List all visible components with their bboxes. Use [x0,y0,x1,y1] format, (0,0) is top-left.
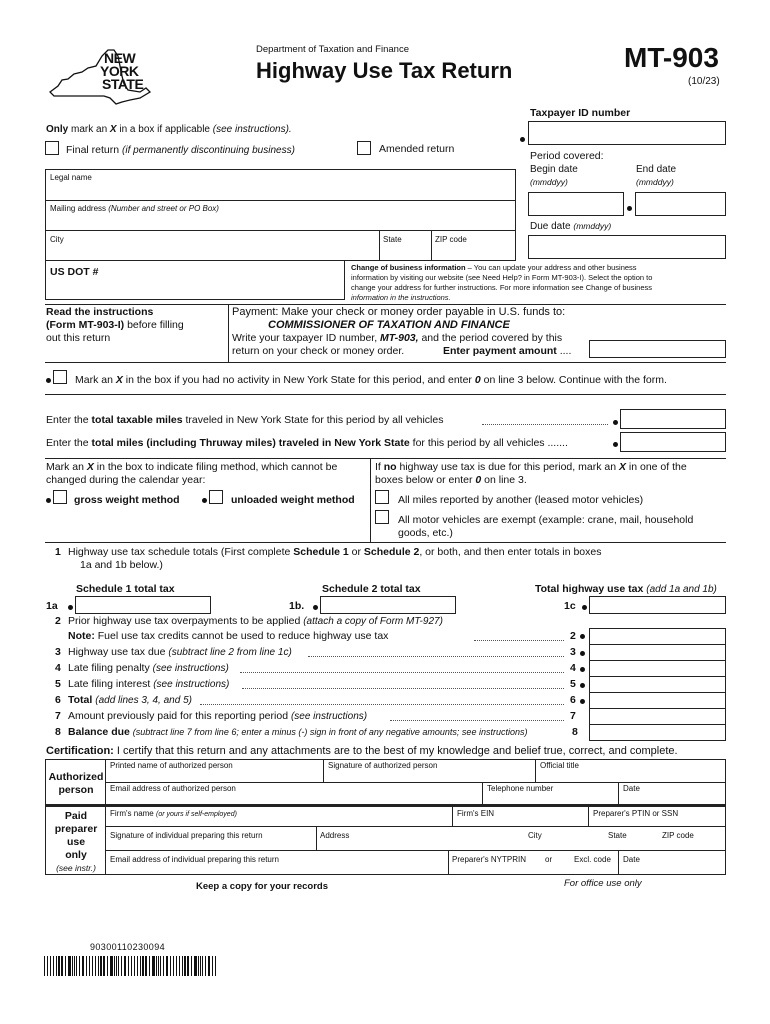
barcode-bar [61,956,63,976]
barcode-bar [212,956,213,976]
divider [228,304,229,362]
firm-name-input[interactable] [106,817,451,826]
logo-text-new: NEW [104,50,136,66]
required-bullet [202,498,207,503]
official-title-label: Official title [540,761,579,770]
barcode-bar [82,956,84,976]
line-6-text: Total (add lines 3, 4, and 5) [68,694,192,706]
divider [45,362,726,363]
line-2-note: Note: Fuel use tax credits cannot be used to reduce highway use tax [68,630,389,642]
required-bullet [580,651,585,656]
barcode-bar [131,956,132,976]
official-title-input[interactable] [536,770,725,781]
preparer-zip-label: ZIP code [662,831,694,840]
barcode-bar [205,956,206,976]
preparer-signature-label: Signature of individual preparing this return [110,831,263,840]
barcode-bar [50,956,51,976]
line-5-ref: 5 [570,678,576,690]
required-bullet [580,634,585,639]
no-activity-label: Mark an X in the box if you had no activity in New York State for this period, and enter 0 on line 3 below. Continue with the form. [75,374,667,386]
date-label: Date [623,784,640,793]
leader-dots [390,720,564,721]
payment-line-3: Write your taxpayer ID number, MT-903, and the period covered by this [232,332,563,344]
barcode-bar [184,956,186,976]
leader-dots [474,640,564,641]
no-activity-checkbox[interactable] [53,370,67,384]
department-name: Department of Taxation and Finance [256,44,409,55]
begin-date-input[interactable] [528,192,624,216]
legal-name-field[interactable] [45,169,516,201]
ptin-input[interactable] [589,817,725,826]
leader-dots [242,688,564,689]
payment-line-4: return on your check or money order. [232,345,405,357]
barcode-bar [208,956,210,976]
printed-name-input[interactable] [106,770,322,781]
line-4-input[interactable] [589,660,726,677]
city-field[interactable] [45,230,380,261]
logo-text-york: YORK [100,63,139,79]
telephone-label: Telephone number [487,784,554,793]
line-2-number: 2 [55,615,61,627]
form-title: Highway Use Tax Return [256,58,513,83]
taxable-miles-input[interactable] [620,409,726,429]
line-4-text: Late filing penalty (see instructions) [68,662,229,674]
barcode-bar [145,956,147,976]
barcode [44,956,220,976]
email-label: Email address of authorized person [110,784,236,793]
begin-date-label: Begin date [530,164,578,175]
barcode-bar [107,956,108,976]
barcode-bar [173,956,174,976]
line-1a-input[interactable] [75,596,211,614]
required-bullet [46,378,51,383]
line-6-input[interactable] [589,692,726,709]
total-miles-label: Enter the total miles (including Thruway miles) traveled in New York State for this period by all vehicles ....... [46,437,568,449]
leader-dots [240,672,564,673]
barcode-bar [156,956,157,976]
barcode-bar [53,956,54,976]
divider [45,304,726,305]
exempt-vehicles-checkbox[interactable] [375,510,389,524]
payment-amount-label: Enter payment amount .... [443,345,572,357]
schedule-1-label: Schedule 1 total tax [76,583,175,595]
filing-method-instruction: Mark an X in the box to indicate filing method, which cannot be changed during the calendar year: [46,461,338,486]
barcode-bar [198,956,199,976]
state-label: State [383,235,402,244]
read-instructions: Read the instructions (Form MT-903-I) before filling out this return [46,306,184,344]
line-1c-label: 1c [564,600,576,612]
barcode-bar [72,956,73,976]
barcode-bar [152,956,155,976]
gross-weight-checkbox[interactable] [53,490,67,504]
barcode-bar [76,956,77,976]
barcode-bar [163,956,164,976]
mailing-address-label: Mailing address (Number and street or PO Box) [50,204,219,213]
divider [105,782,726,783]
line-7-ref: 7 [570,710,576,722]
zip-label: ZIP code [435,235,467,244]
required-bullet [613,442,618,447]
required-bullet [46,498,51,503]
final-return-label: Final return (if permanently discontinuing business) [66,144,295,156]
barcode-bar [182,956,183,976]
due-date-input[interactable] [528,235,726,259]
preparer-address-input[interactable] [317,840,725,849]
preparer-date-label: Date [623,855,640,864]
barcode-bar [124,956,126,976]
end-date-label: End date [636,164,677,175]
line-2-ref: 2 [570,630,576,642]
barcode-bar [194,956,197,976]
barcode-number: 90300110230094 [90,942,166,952]
line-2-input[interactable] [589,628,726,645]
required-bullet [68,605,73,610]
barcode-bar [191,956,192,976]
leader-dots [200,704,564,705]
city-label: City [50,235,64,244]
barcode-bar [103,956,105,976]
required-bullet [613,420,618,425]
gross-weight-label: gross weight method [74,494,180,506]
line-7-number: 7 [55,710,61,722]
barcode-bar [149,956,150,976]
barcode-bar [179,956,180,976]
line-8-text: Balance due (subtract line 7 from line 6; enter a minus (-) sign in front of any negative amounts; see instructions) [68,726,528,738]
line-1b-label: 1b. [289,600,305,612]
divider [45,458,726,459]
begin-date-format: (mmddyy) [530,177,568,187]
leased-vehicles-checkbox[interactable] [375,490,389,504]
line-5-input[interactable] [589,676,726,693]
or-label: or [545,855,553,864]
line-8-ref: 8 [572,726,578,738]
barcode-bar [200,956,201,976]
preparer-date-input[interactable] [619,864,725,874]
amended-return-checkbox[interactable] [357,141,371,155]
barcode-bar [89,956,90,976]
leased-vehicles-label: All miles reported by another (leased motor vehicles) [398,494,644,506]
barcode-bar [176,956,177,976]
unloaded-weight-label: unloaded weight method [231,494,355,506]
barcode-bar [65,956,66,976]
required-bullet [580,699,585,704]
divider [45,394,726,395]
line-4-number: 4 [55,662,61,674]
firm-ein-input[interactable] [453,817,587,826]
taxpayer-id-label: Taxpayer ID number [530,107,631,119]
barcode-bar [58,956,60,976]
barcode-bar [187,956,189,976]
barcode-bar [114,956,115,976]
exempt-vehicles-label: All motor vehicles are exempt (example: crane, mail, household goods, etc.) [398,514,694,539]
firm-ein-label: Firm's EIN [457,809,495,818]
line-1b-input[interactable] [320,596,456,614]
barcode-bar [79,956,80,976]
barcode-bar [158,956,159,976]
barcode-bar [56,956,57,976]
line-8-input[interactable] [589,724,726,741]
line-6-number: 6 [55,694,61,706]
nytprin-label: Preparer's NYTPRIN [452,855,526,864]
barcode-bar [118,956,119,976]
total-miles-input[interactable] [620,432,726,452]
required-bullet [313,605,318,610]
line-7-text: Amount previously paid for this reporting period (see instructions) [68,710,368,722]
line-6-ref: 6 [570,694,576,706]
barcode-bar [98,956,99,976]
barcode-bar [44,956,45,976]
form-revision: (10/23) [688,76,720,87]
barcode-bar [92,956,93,976]
unloaded-weight-checkbox[interactable] [209,490,223,504]
form-number: MT-903 [624,42,719,73]
divider [105,850,726,851]
authorized-person-label: Authorized person [48,771,104,796]
required-bullet [627,206,632,211]
line-3-text: Highway use tax due (subtract line 2 from line 1c) [68,646,292,658]
line-7-input[interactable] [589,708,726,725]
line-3-number: 3 [55,646,61,658]
barcode-bar [142,956,144,976]
barcode-bar [137,956,138,976]
barcode-bar [166,956,168,976]
required-bullet [580,667,585,672]
barcode-bar [134,956,135,976]
period-covered-label: Period covered: [530,150,604,162]
signature-label: Signature of authorized person [328,761,438,770]
paid-preparer-label: Paid preparer use only (see instr.) [54,810,98,873]
barcode-bar [140,956,141,976]
due-date-label: Due date (mmddyy) [530,221,612,232]
telephone-input[interactable] [483,793,617,804]
barcode-bar [121,956,122,976]
payment-line-1: Payment: Make your check or money order payable in U.S. funds to: [232,306,566,318]
date-input[interactable] [619,793,725,804]
certification-statement: Certification: I certify that this return and any attachments are to the best of my knowledge and belief true, correct, and complete. [46,745,678,757]
preparer-state-label: State [608,831,627,840]
barcode-bar [95,956,96,976]
line-3-ref: 3 [570,646,576,658]
preparer-signature-input[interactable] [106,840,315,849]
preparer-email-label: Email address of individual preparing this return [110,855,279,864]
required-bullet [580,683,585,688]
excl-code-label: Excl. code [574,855,611,864]
legal-name-label: Legal name [50,173,92,182]
amended-return-label: Amended return [379,143,455,155]
barcode-bar [202,956,203,976]
only-mark-instruction: Only mark an X in a box if applicable (see instructions). [46,124,292,135]
preparer-address-label: Address [320,831,350,840]
barcode-bar [110,956,113,976]
line-1-text: Highway use tax schedule totals (First complete Schedule 1 or Schedule 2, or both, and then enter totals in boxes 1a and 1b below.) [68,546,602,571]
payment-payee: COMMISSIONER OF TAXATION AND FINANCE [268,319,510,331]
line-1-number: 1 [55,546,61,558]
line-1c-input[interactable] [589,596,726,614]
email-input[interactable] [106,793,481,804]
taxable-miles-label: Enter the total taxable miles traveled in New York State for this period by all vehicles [46,414,444,426]
divider [448,850,449,875]
printed-name-label: Printed name of authorized person [110,761,233,770]
divider [105,826,726,827]
line-5-text: Late filing interest (see instructions) [68,678,230,690]
divider [45,542,726,543]
us-dot-label: US DOT # [50,266,99,278]
barcode-bar [47,956,48,976]
line-3-input[interactable] [589,644,726,661]
barcode-bar [74,956,75,976]
no-tax-instruction: If no highway use tax is due for this period, mark an X in one of the boxes below or enter 0 on line 3. [375,461,687,486]
payment-amount-input[interactable] [589,340,726,358]
line-8-number: 8 [55,726,61,738]
barcode-bar [170,956,171,976]
ptin-label: Preparer's PTIN or SSN [593,809,679,818]
total-hut-label: Total highway use tax (add 1a and 1b) [535,583,717,595]
divider [370,458,371,542]
change-of-business-info: Change of business information – You can update your address and other business information by visiting our website (see Need Help? in Form MT-903-I). Select the option to change your address for further instructions. For more information see Change of business information in the instructions. [351,263,653,302]
line-5-number: 5 [55,678,61,690]
required-bullet [520,137,525,142]
firm-name-label: Firm's name (or yours if self-employed) [110,809,237,818]
office-use-label: For office use only [564,878,642,889]
preparer-city-label: City [528,831,542,840]
line-2-text: Prior highway use tax overpayments to be applied (attach a copy of Form MT-927) [68,615,443,627]
schedule-2-label: Schedule 2 total tax [322,583,421,595]
barcode-bar [100,956,102,976]
signature-input[interactable] [324,770,534,781]
leader-dots [308,656,564,657]
preparer-email-input[interactable] [106,864,447,874]
required-bullet [582,605,587,610]
barcode-bar [128,956,129,976]
barcode-bar [215,956,216,976]
barcode-bar [160,956,161,976]
final-return-checkbox[interactable] [45,141,59,155]
end-date-format: (mmddyy) [636,177,674,187]
line-4-ref: 4 [570,662,576,674]
line-1a-label: 1a [46,600,58,612]
logo-text-state: STATE [102,76,144,92]
leader-dots [482,424,608,425]
barcode-bar [116,956,117,976]
taxpayer-id-input[interactable] [528,121,726,145]
barcode-bar [86,956,87,976]
barcode-bar [68,956,71,976]
end-date-input[interactable] [635,192,726,216]
keep-copy-note: Keep a copy for your records [196,881,328,892]
